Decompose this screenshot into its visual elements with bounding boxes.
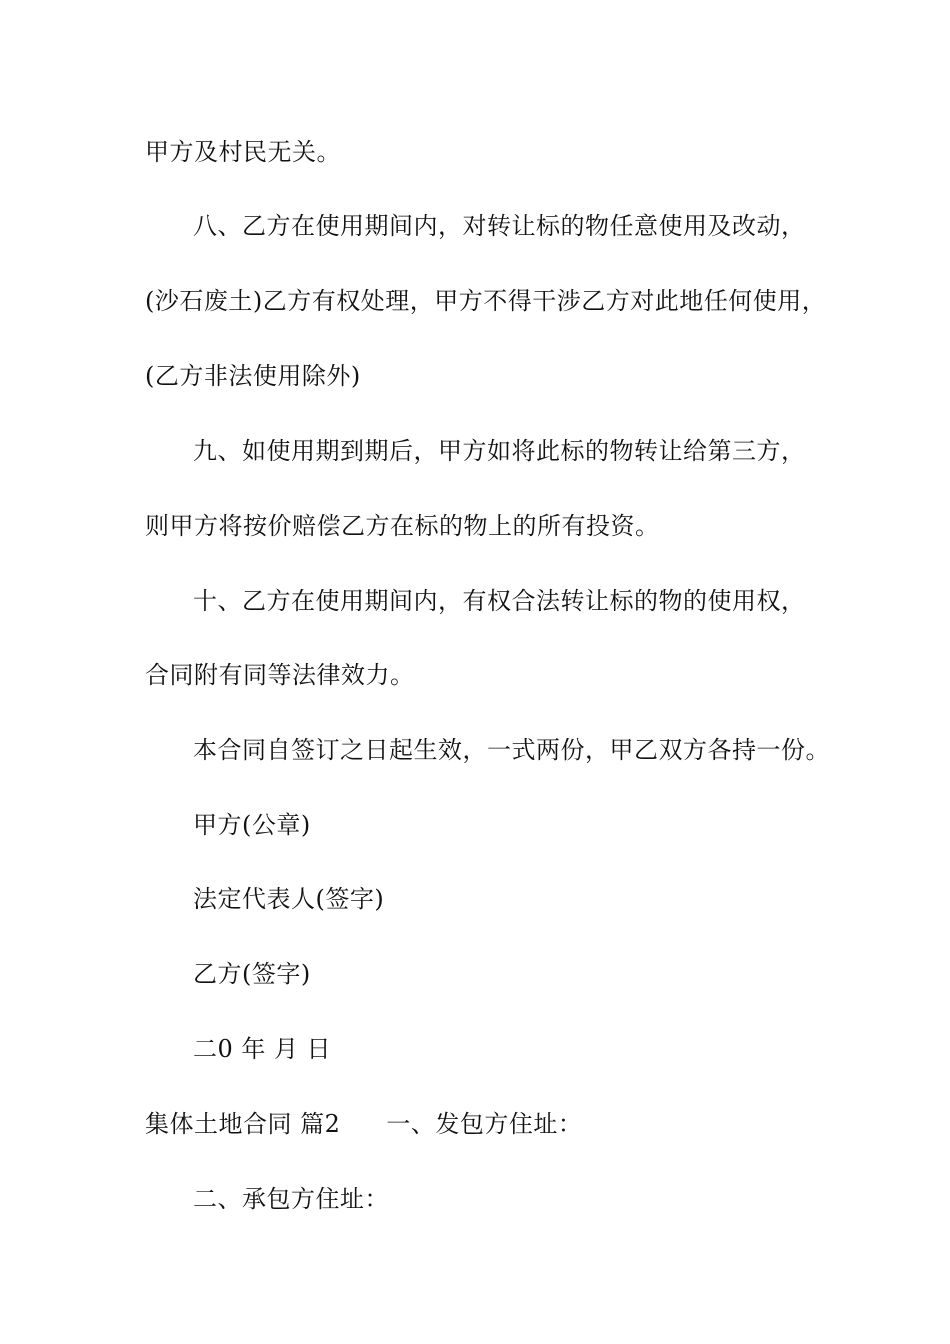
paragraph-line: (沙石废土)乙方有权处理，甲方不得干涉乙方对此地任何使用， bbox=[145, 287, 827, 315]
party-a-seal-label: 甲方(公章) bbox=[193, 811, 311, 839]
paragraph-line: (乙方非法使用除外) bbox=[145, 362, 361, 390]
contractor-address-label: 二、承包方住址： bbox=[193, 1185, 389, 1213]
section-heading-line bbox=[145, 1109, 582, 1139]
clause-eight-line: 八、乙方在使用期间内，对转让标的物任意使用及改动， bbox=[193, 212, 806, 240]
legal-representative-label: 法定代表人(签字) bbox=[193, 885, 385, 913]
effective-clause-line: 本合同自签订之日起生效，一式两份，甲乙双方各持一份。 bbox=[193, 736, 830, 764]
section-first-item: 一、发包方住址： bbox=[386, 1110, 583, 1138]
clause-ten-line: 十、乙方在使用期间内，有权合法转让标的物的使用权， bbox=[193, 587, 806, 615]
paragraph-line: 合同附有同等法律效力。 bbox=[145, 661, 415, 689]
date-line: 二0 年 月 日 bbox=[193, 1035, 332, 1063]
paragraph-line: 则甲方将按价赔偿乙方在标的物上的所有投资。 bbox=[145, 512, 660, 540]
party-b-signature-label: 乙方(签字) bbox=[193, 960, 311, 988]
section-title: 集体土地合同 篇2 bbox=[145, 1110, 341, 1138]
paragraph-line: 甲方及村民无关。 bbox=[145, 138, 341, 166]
clause-nine-line: 九、如使用期到期后，甲方如将此标的物转让给第三方， bbox=[193, 437, 806, 465]
